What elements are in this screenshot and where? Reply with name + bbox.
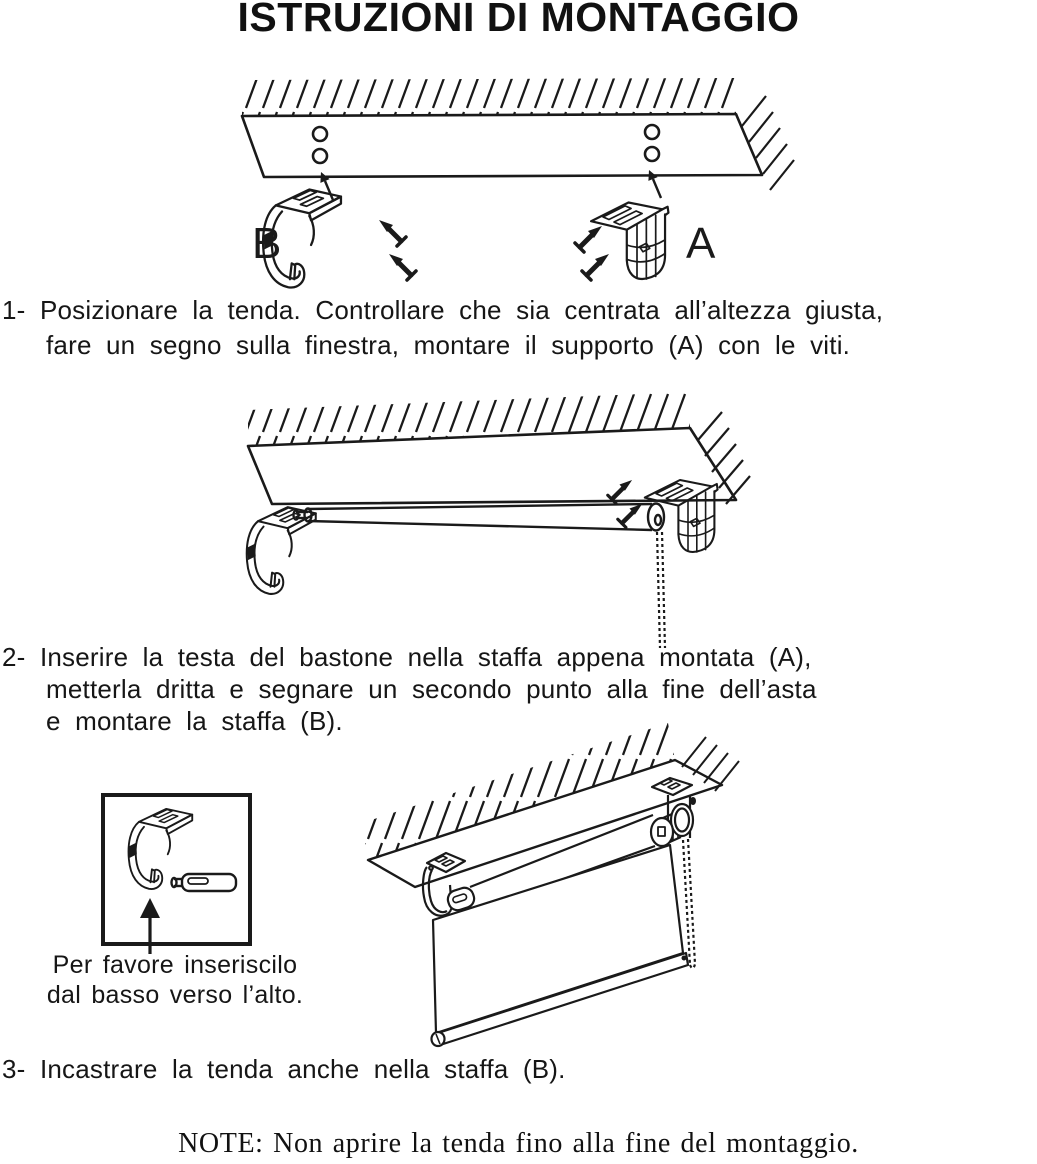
window-board [242, 114, 762, 177]
step-3-text [2, 1052, 566, 1087]
inset-caption [25, 950, 325, 1010]
inset-caption-line-1: Per favore inseriscilo [52, 951, 298, 979]
page-title: ISTRUZIONI DI MONTAGGIO [237, 0, 800, 40]
step-1-line-2: fare un segno sulla finestra, montare il supporto (A) con le viti. [46, 330, 851, 360]
note-text: NOTE: Non aprire la tenda fino alla fine del montaggio. [178, 1128, 859, 1159]
bracket-b-label: B [252, 219, 282, 268]
step-2-line-3: e montare la staffa (B). [46, 706, 343, 736]
screws-for-bracket-b [379, 220, 416, 280]
step-2-line-2: metterla dritta e segnare un secondo punto alla fine dell’asta [46, 674, 817, 704]
wall-hatching [242, 78, 736, 116]
diagram-step3-mounted-blind [350, 715, 790, 1065]
step-1-line-1: 1- Posizionare la tenda. Controllare che sia centrata all’altezza giusta, [2, 295, 884, 325]
step-2-line-1: 2- Inserire la testa del bastone nella staffa appena montata (A), [2, 642, 812, 672]
step-1-text [2, 293, 883, 363]
inset-caption-line-2: dal basso verso l’alto. [46, 981, 304, 1009]
inset-insert-from-below [92, 790, 272, 970]
pull-chain [683, 839, 695, 968]
pull-chain [657, 532, 665, 648]
step-3-line-1: 3- Incastrare la tenda anche nella staffa (B). [2, 1054, 566, 1084]
diagram-step2-insert-rod [228, 392, 813, 662]
diagram-step1-mark-and-mount [228, 68, 808, 303]
screws-for-bracket-a [575, 226, 609, 280]
roller-rod [294, 504, 665, 531]
bracket-a-label: A [686, 219, 716, 268]
bracket-a-drawing [591, 203, 668, 280]
